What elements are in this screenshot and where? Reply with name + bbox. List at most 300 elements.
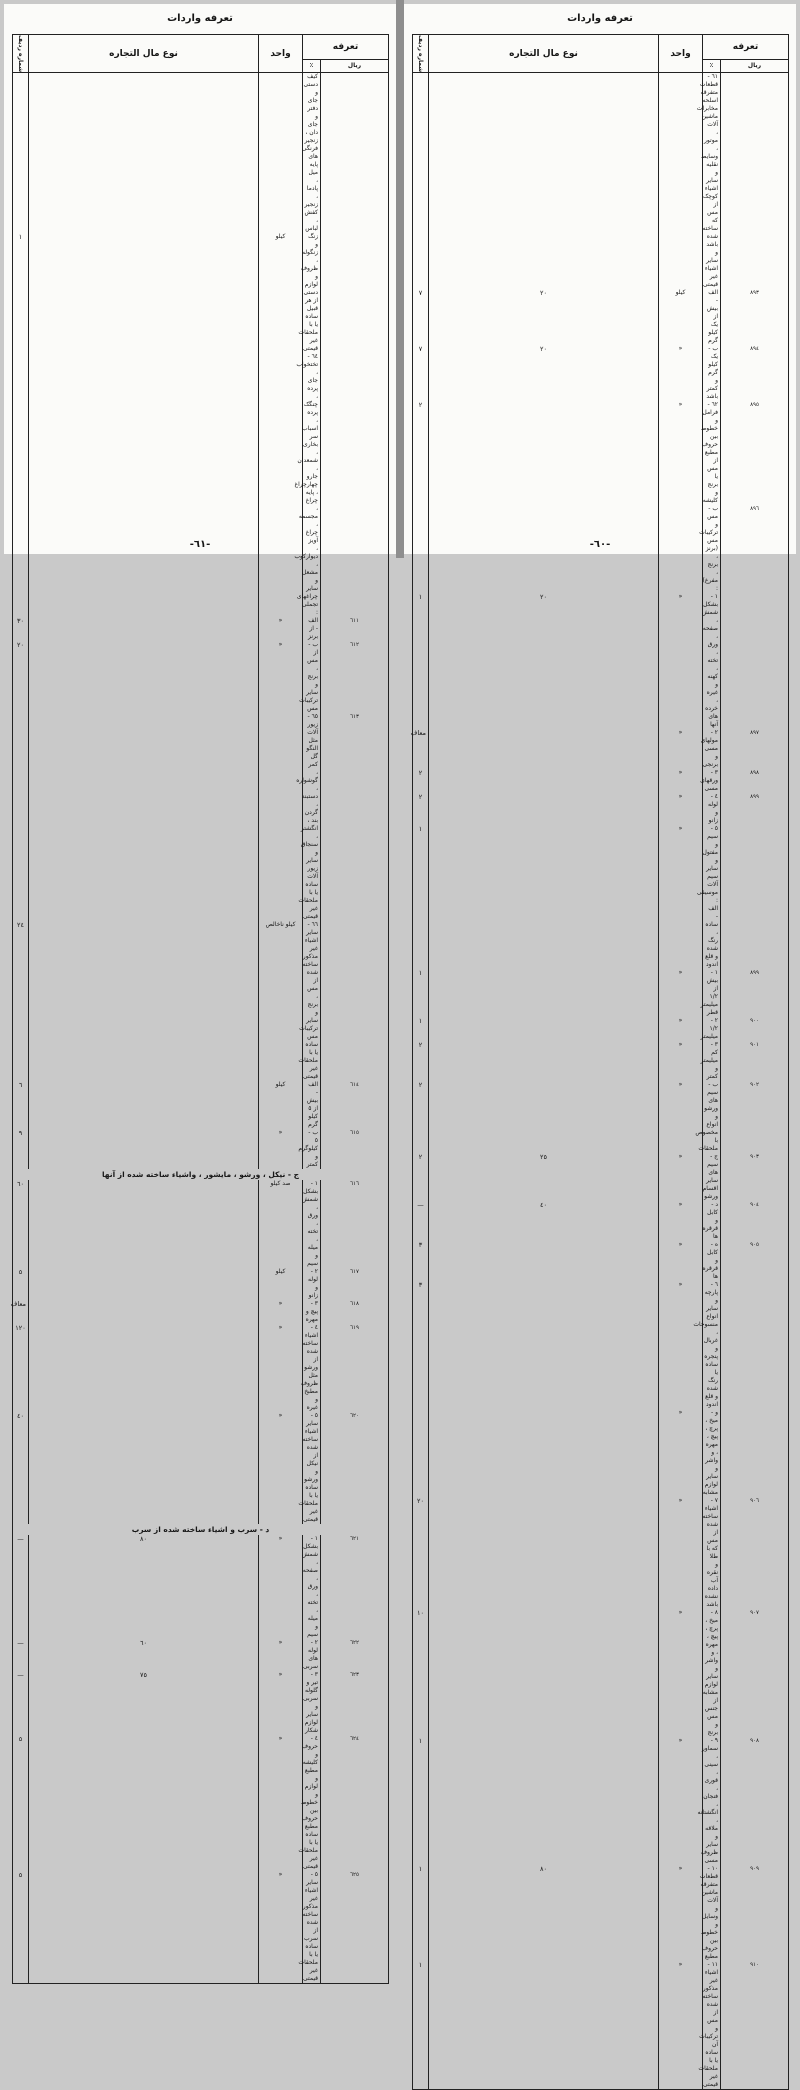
- unit-cell: «: [259, 1300, 303, 1324]
- unit-cell: «: [259, 1671, 303, 1735]
- rial-cell: ٣: [413, 1241, 429, 1281]
- rial-cell: [413, 185, 429, 289]
- table-row: [413, 345, 789, 401]
- unit-cell: [659, 185, 703, 289]
- rial-cell: ٧: [413, 289, 429, 345]
- goods-description-cell: الف - بیش از یک کیلو گرم: [703, 289, 721, 345]
- percent-cell: ٨٠: [29, 1535, 259, 1639]
- table-row: [13, 617, 389, 641]
- table-row: [413, 1281, 789, 1409]
- rial-cell: ٢: [413, 1041, 429, 1081]
- percent-cell: [429, 1609, 659, 1737]
- percent-cell: [29, 233, 259, 353]
- percent-cell: [429, 1041, 659, 1081]
- percent-cell: [29, 353, 259, 481]
- goods-description-cell: ٣ - پیچ و مهره: [303, 1300, 321, 1324]
- percent-cell: [29, 1871, 259, 1983]
- percent-cell: [29, 921, 259, 1081]
- unit-cell: کیلو: [259, 233, 303, 353]
- table-row: [13, 641, 389, 713]
- goods-description-cell: ٣ - کم میلیمتر و کمتر: [703, 1041, 721, 1081]
- percent-cell: [429, 769, 659, 793]
- unit-cell: [259, 353, 303, 481]
- unit-cell: [259, 481, 303, 593]
- unit-cell: کیلو: [659, 289, 703, 345]
- table-row: [13, 921, 389, 1081]
- rial-cell: [13, 713, 29, 921]
- table-row: [13, 1735, 389, 1871]
- table-row: [413, 1737, 789, 1865]
- goods-description-cell: ه - کابل و قرقره ها: [703, 1241, 721, 1281]
- unit-cell: «: [659, 825, 703, 905]
- goods-description-cell: ٦ - پارچه و سایر انواع منسوجات ، غربال و پنجره ساده یا رنگ شده و قلع اندود: [703, 1281, 721, 1409]
- percent-cell: [29, 1129, 259, 1169]
- table-row: [413, 185, 789, 289]
- goods-description-cell: ٢ - ١/٢ میلیمتر: [703, 1017, 721, 1041]
- rial-cell: ٢: [413, 1081, 429, 1153]
- rial-cell: ٥: [13, 1735, 29, 1871]
- tariff-table: [12, 34, 389, 1984]
- percent-cell: [429, 1961, 659, 2089]
- goods-description-cell: ٥ - سیم و مفتول و سایر سیم آلات موسیقی :: [703, 825, 721, 905]
- table-filler-row: [13, 1983, 389, 1984]
- unit-cell: «: [659, 401, 703, 505]
- item-number-cell: ٦١٢: [321, 641, 389, 713]
- rial-cell: —: [13, 1639, 29, 1671]
- rial-cell: —: [13, 1535, 29, 1639]
- rial-cell: ٥: [13, 1268, 29, 1300]
- unit-cell: [259, 593, 303, 617]
- rial-cell: ١٢٠: [13, 1324, 29, 1412]
- rial-cell: ٢٠: [413, 1497, 429, 1609]
- table-row: [413, 1041, 789, 1081]
- goods-header: نوع مال التجاره: [429, 35, 659, 73]
- rial-cell: [13, 73, 29, 234]
- table-row: [413, 1017, 789, 1041]
- percent-cell: [429, 73, 659, 186]
- item-number-cell: ٦٢٢: [321, 1639, 389, 1671]
- rial-cell: [413, 905, 429, 969]
- item-number-cell: ٩٠٨: [721, 1737, 789, 1865]
- goods-description-cell: ٢ - لوله های سربی: [303, 1639, 321, 1671]
- percent-cell: [29, 713, 259, 921]
- rial-cell: ١: [413, 1865, 429, 1961]
- unit-cell: «: [659, 1497, 703, 1609]
- unit-cell: «: [259, 1412, 303, 1524]
- item-number-cell: ٩٠٠: [721, 1017, 789, 1041]
- table-row: [13, 713, 389, 921]
- item-no-header: شماره ردیف: [413, 35, 429, 73]
- item-number-cell: ٩٠٧: [721, 1609, 789, 1737]
- percent-cell: [29, 1268, 259, 1300]
- table-row: [413, 289, 789, 345]
- empty-cell: [303, 1983, 321, 1984]
- goods-description-cell: اشیاء کوچک از مس که ساخته شده باشد و سایر اشیاء غیر قیمتی: [703, 185, 721, 289]
- percent-cell: ٨٠: [429, 1865, 659, 1961]
- goods-description-cell: د - کابل و قرقره ها: [703, 1201, 721, 1241]
- table-row: [13, 1871, 389, 1983]
- unit-cell: «: [659, 729, 703, 769]
- percent-cell: [429, 1497, 659, 1609]
- rial-header: ریال: [721, 60, 789, 73]
- left-page: [4, 4, 396, 1983]
- rial-cell: [413, 73, 429, 186]
- table-row: [413, 769, 789, 793]
- percent-cell: [29, 617, 259, 641]
- unit-cell: «: [659, 1017, 703, 1041]
- percent-cell: [429, 905, 659, 969]
- unit-cell: «: [659, 1409, 703, 1497]
- goods-description-cell: ب - سیم های ورشو و انواع مخصوص با ملحقات: [703, 1081, 721, 1153]
- goods-description-cell: ب - ٥ کیلوگرم و کمتر: [303, 1129, 321, 1169]
- item-number-cell: [721, 825, 789, 905]
- table-row: [413, 793, 789, 825]
- goods-description-cell: ج - سیم های سایر اقسام ورشو: [703, 1153, 721, 1201]
- item-number-cell: [321, 921, 389, 1081]
- goods-description-cell: ٦٥ - زیور آلات مثل النگو گل کمر ، گوشواره ، دستبند ، گردن بند ، انگشتر ، سنجاق و سایر زیور آلات ساده یا با ملحقات غیر قیمتی: [303, 713, 321, 921]
- item-number-cell: ٩٠٦: [721, 1497, 789, 1609]
- table-row: [413, 1081, 789, 1153]
- unit-cell: «: [659, 593, 703, 729]
- tariff-rows: [10, 73, 389, 1984]
- percent-cell: [429, 729, 659, 769]
- goods-description-cell: ٢ - لوله و زانو: [303, 1268, 321, 1300]
- goods-description-cell: الف - از برنز: [303, 617, 321, 641]
- item-number-cell: ٩٠٣: [721, 1153, 789, 1201]
- item-number-cell: [321, 593, 389, 617]
- item-number-cell: [721, 905, 789, 969]
- unit-cell: «: [259, 1129, 303, 1169]
- percent-cell: ٢٠: [429, 345, 659, 401]
- rial-cell: ٦: [13, 1081, 29, 1129]
- unit-cell: «: [259, 1324, 303, 1412]
- table-row: [13, 1169, 389, 1180]
- unit-cell: «: [259, 641, 303, 713]
- item-number-cell: ٦١١: [321, 617, 389, 641]
- unit-cell: «: [259, 1639, 303, 1671]
- goods-description-cell: ٣ - تیر و گلوله سربی و سایر لوازم شکار: [303, 1671, 321, 1735]
- table-row: [13, 353, 389, 481]
- item-number-cell: ٨٩٦: [721, 505, 789, 593]
- table-row: [13, 1524, 389, 1535]
- unit-cell: «: [659, 1241, 703, 1281]
- unit-cell: «: [659, 1961, 703, 2089]
- rial-cell: ٣٠: [13, 617, 29, 641]
- unit-cell: «: [659, 1201, 703, 1241]
- rial-cell: ٢٠: [13, 641, 29, 713]
- goods-description-cell: الف - ساده ، رنگ شده و قلع اندود: [703, 905, 721, 969]
- goods-description-cell: الف - بیش از ٥ کیلو گرم: [303, 1081, 321, 1129]
- unit-cell: «: [659, 345, 703, 401]
- goods-description-cell: ١٠ - قطعات متفرقه ماشین آلات و وسایل و خطوط بین حروف مطبع: [703, 1865, 721, 1961]
- unit-cell: «: [659, 1041, 703, 1081]
- percent-cell: [29, 1180, 259, 1268]
- goods-description-cell: چهارچراغ ، پایه چراغ ، مجسمه ، چراغ آویز ، دیوارکوب ، مشعل و سایر: [303, 481, 321, 593]
- table-row: [13, 1639, 389, 1671]
- table-row: [13, 1081, 389, 1129]
- unit-cell: [659, 905, 703, 969]
- item-number-cell: [721, 73, 789, 186]
- table-row: [413, 969, 789, 1017]
- percent-header: ٪: [303, 60, 321, 73]
- unit-cell: «: [259, 1535, 303, 1639]
- item-number-cell: ٦٢٠: [321, 1412, 389, 1524]
- unit-header: واحد: [259, 35, 303, 73]
- section-heading: د - سرب و اشیاء ساخته شده از سرب: [13, 1524, 389, 1535]
- rial-cell: [413, 1409, 429, 1497]
- item-number-cell: ٦١٨: [321, 1300, 389, 1324]
- rial-cell: ٢٤: [13, 921, 29, 1081]
- percent-cell: [429, 793, 659, 825]
- rial-cell: ١: [413, 825, 429, 905]
- table-row: [413, 1153, 789, 1201]
- unit-cell: صد کیلو: [259, 1180, 303, 1268]
- percent-cell: [29, 1324, 259, 1412]
- unit-cell: کیلو: [259, 1081, 303, 1129]
- item-number-cell: [721, 1281, 789, 1409]
- unit-header: واحد: [659, 35, 703, 73]
- percent-cell: [429, 969, 659, 1017]
- unit-cell: [659, 73, 703, 186]
- rial-cell: —: [413, 1201, 429, 1241]
- goods-description-cell: ٤ - اشیاء ساخته شده از ورشو مثل ظروف مطبخ و غیره: [303, 1324, 321, 1412]
- percent-cell: ٤٠: [429, 1201, 659, 1241]
- rial-cell: ٤٠: [13, 1412, 29, 1524]
- percent-cell: [429, 401, 659, 505]
- percent-cell: [29, 1300, 259, 1324]
- goods-description-cell: ٢ - مولهای مسی و برنجی: [703, 729, 721, 769]
- table-row: [13, 1324, 389, 1412]
- percent-cell: [29, 1412, 259, 1524]
- table-row: [13, 1671, 389, 1735]
- percent-cell: [29, 481, 259, 593]
- item-number-cell: ٨٩٥: [721, 401, 789, 505]
- item-number-cell: [721, 185, 789, 289]
- percent-cell: [429, 185, 659, 289]
- percent-cell: ٢٥: [429, 1153, 659, 1201]
- item-number-cell: [321, 233, 389, 353]
- page-number: -٦٠-: [589, 539, 611, 550]
- percent-cell: [429, 1017, 659, 1041]
- percent-cell: ٢٠: [429, 593, 659, 729]
- goods-description-cell: ٦٦ - سایر اشیاء غیر مذکور ساخته شده از مس ، برنج و سایر ترکیبات مس ساده یا با ملحقات غیر قیمتی: [303, 921, 321, 1081]
- table-row: [413, 1609, 789, 1737]
- goods-description-cell: ١ - بشکل شمش ، صفحه ، ورق ، تخته ، میله و سیم: [303, 1535, 321, 1639]
- goods-description-cell: ب - مس و ترکیبات مس (برنز ، برنج ، مفرغ) :: [703, 505, 721, 593]
- table-row: [413, 1201, 789, 1241]
- rial-cell: ٩: [13, 1129, 29, 1169]
- goods-description-cell: و - میخ ، پرچ ، پیچ ، مهره ، و واشر و سایر لوازم مشابه: [703, 1409, 721, 1497]
- item-number-cell: ٩٠١: [721, 1041, 789, 1081]
- rial-cell: [13, 593, 29, 617]
- table-row: [13, 1129, 389, 1169]
- goods-description-cell: ٦٢ - فرامل و خطوط بین حروف مطبع از مس یا برنج و کلیشه: [703, 401, 721, 505]
- item-number-cell: [321, 481, 389, 593]
- table-row: [13, 1535, 389, 1639]
- goods-description-cell: ٨ - میخ ، پرچ ، پیچ ، مهره ، و واشر و سایر لوازم مشابه از جنس مس و برنج: [703, 1609, 721, 1737]
- unit-cell: کیلو: [259, 1268, 303, 1300]
- rial-cell: —: [13, 1671, 29, 1735]
- item-number-cell: ٨٩٩: [721, 969, 789, 1017]
- unit-cell: «: [659, 1609, 703, 1737]
- item-number-cell: ٩٠٤: [721, 1201, 789, 1241]
- table-row: [413, 1241, 789, 1281]
- goods-description-cell: ٧ - اشیاء ساخته شده از مس که با طلا و نقره آب داده نشده باشد: [703, 1497, 721, 1609]
- rial-cell: معاف: [413, 729, 429, 769]
- table-row: [13, 1180, 389, 1268]
- rial-cell: ١: [413, 1737, 429, 1865]
- item-number-cell: [721, 1409, 789, 1497]
- page-number: -٦١-: [189, 539, 211, 550]
- percent-cell: [429, 1281, 659, 1409]
- percent-cell: ٢٠: [429, 289, 659, 345]
- item-number-cell: ٨٩٩: [721, 793, 789, 825]
- table-row: [13, 1412, 389, 1524]
- empty-cell: [259, 1983, 303, 1984]
- tariff-rows: [410, 73, 789, 2090]
- table-row: [413, 73, 789, 186]
- rial-cell: ٣: [413, 1281, 429, 1409]
- goods-description-cell: ١ - بشکل شمش ، صفحه ، ورق ، تخته ، کهنه و غیره ، خرده های آنها: [703, 593, 721, 729]
- tariff-header: تعرفه: [703, 35, 789, 60]
- item-number-cell: ٨٩٤: [721, 345, 789, 401]
- item-number-cell: ٦١٦: [321, 1180, 389, 1268]
- percent-cell: [429, 825, 659, 905]
- table-row: [13, 233, 389, 353]
- goods-description-cell: ٥ - سایر اشیاء ساخته شده از نیکل و ورشو ساده یا با ملحقات غیر قیمتی: [303, 1412, 321, 1524]
- table-row: [13, 481, 389, 593]
- item-number-cell: ٦١٩: [321, 1324, 389, 1412]
- item-number-cell: [321, 73, 389, 234]
- book-gutter: [396, 0, 404, 558]
- rial-cell: [13, 481, 29, 593]
- item-number-cell: ٨٩٧: [721, 729, 789, 769]
- percent-cell: [29, 593, 259, 617]
- unit-cell: «: [659, 1281, 703, 1409]
- right-page: [404, 4, 796, 2089]
- percent-cell: [29, 1081, 259, 1129]
- percent-cell: [429, 1241, 659, 1281]
- table-row: [13, 593, 389, 617]
- item-number-cell: [721, 593, 789, 729]
- rial-header: ریال: [321, 60, 389, 73]
- item-no-header: شماره ردیف: [13, 35, 29, 73]
- percent-cell: [429, 1409, 659, 1497]
- unit-cell: «: [659, 1737, 703, 1865]
- tariff-table: [412, 34, 789, 2090]
- rial-cell: ٢: [413, 769, 429, 793]
- rial-cell: ١: [413, 1017, 429, 1041]
- rial-cell: ٢: [413, 793, 429, 825]
- percent-cell: [29, 1735, 259, 1871]
- goods-description-cell: ١١ - اشیاء غیر مذکور ساخته شده از مس و ترکیبات آن ساده یا با ملحقات غیر قیمتی: [703, 1961, 721, 2089]
- page-header: تعرفه واردات: [167, 13, 233, 24]
- goods-description-cell: چراغهای تجملی :: [303, 593, 321, 617]
- goods-description-cell: ١ - بیش از ١/٢ میلیمتر قطر: [703, 969, 721, 1017]
- item-number-cell: ٦٢٤: [321, 1735, 389, 1871]
- page-header: تعرفه واردات: [567, 13, 633, 24]
- empty-cell: [321, 1983, 389, 1984]
- percent-cell: [429, 1081, 659, 1153]
- percent-cell: ٧٥: [29, 1671, 259, 1735]
- rial-cell: ٢: [413, 401, 429, 505]
- goods-description-cell: ٣ - ورقهای مسی: [703, 769, 721, 793]
- rial-cell: ٦٠: [13, 1180, 29, 1268]
- goods-description-cell: ١ - بشکل شمش ، ورق ، تخته ، میله و سیم: [303, 1180, 321, 1268]
- percent-header: ٪: [703, 60, 721, 73]
- rial-cell: ١: [13, 233, 29, 353]
- item-number-cell: ٩٠٥: [721, 1241, 789, 1281]
- unit-cell: [259, 73, 303, 234]
- rial-cell: ١: [413, 969, 429, 1017]
- goods-description-cell: کیف دستی و جای دفتر و جای دان ، زنجیر فرنگی های پایه میل ، پادما ، زنجیر کفش ، لباس: [303, 73, 321, 234]
- item-number-cell: ٨٩٣: [721, 289, 789, 345]
- percent-cell: [29, 73, 259, 234]
- goods-header: نوع مال التجاره: [29, 35, 259, 73]
- table-row: [413, 1497, 789, 1609]
- goods-description-cell: ب - از مس ، برنج و سایر ترکیبات مس: [303, 641, 321, 713]
- goods-description-cell: ٤ - حروف و کلیشه مطبع و لوازم و خطوط بین حروف مطبع ساده یا با ملحقات غیر قیمتی: [303, 1735, 321, 1871]
- unit-cell: «: [259, 1735, 303, 1871]
- item-number-cell: ٩٠٢: [721, 1081, 789, 1153]
- goods-description-cell: ٦١ - قطعات متفرقه اسلحه مخابرات ماشین آلات ، موتور ، وسایط نقلیه و سایر: [703, 73, 721, 186]
- table-row: [13, 1268, 389, 1300]
- percent-cell: [29, 641, 259, 713]
- item-number-cell: ٩٠٩: [721, 1865, 789, 1961]
- percent-cell: [429, 1737, 659, 1865]
- table-row: [13, 1300, 389, 1324]
- unit-cell: «: [659, 1153, 703, 1201]
- table-row: [413, 825, 789, 905]
- rial-cell: ١: [413, 1961, 429, 2089]
- unit-cell: کیلو ناخالص: [259, 921, 303, 1081]
- unit-cell: «: [659, 793, 703, 825]
- table-row: [13, 73, 389, 234]
- table-row: [413, 593, 789, 729]
- unit-cell: «: [659, 969, 703, 1017]
- goods-description-cell: ب - یک کیلو گرم و کمتر باشد: [703, 345, 721, 401]
- item-number-cell: ٦٢١: [321, 1535, 389, 1639]
- goods-description-cell: ٦٤ - تختخواب ، جای پرده ، چنگک پرده ، اسباب سر بخاری ، شمعدان ، جارو: [303, 353, 321, 481]
- rial-cell: ١: [413, 593, 429, 729]
- unit-cell: «: [659, 1865, 703, 1961]
- section-heading: ج - نیکل ، ورشو ، مایشور ، واشیاء ساخته شده از آنها: [13, 1169, 389, 1180]
- rial-cell: ٢: [413, 1153, 429, 1201]
- table-row: [413, 1961, 789, 2089]
- empty-cell: [13, 1983, 29, 1984]
- unit-cell: «: [659, 769, 703, 793]
- rial-cell: ٥: [13, 1871, 29, 1983]
- item-number-cell: [321, 353, 389, 481]
- table-row: [413, 905, 789, 969]
- percent-cell: ٦٠: [29, 1639, 259, 1671]
- item-number-cell: ٦١٧: [321, 1268, 389, 1300]
- rial-cell: ٧: [413, 345, 429, 401]
- rial-cell: [13, 353, 29, 481]
- unit-cell: «: [259, 1871, 303, 1983]
- table-row: [413, 729, 789, 769]
- goods-description-cell: ٩ - سماور ، سینی ، قوری ، فنجان ، انگشتانه ، ملاقه و سایر ظروف مسی: [703, 1737, 721, 1865]
- empty-cell: [29, 1983, 259, 1984]
- tariff-header: تعرفه: [303, 35, 389, 60]
- item-number-cell: ٦١٤: [321, 1081, 389, 1129]
- item-number-cell: ٦٢٣: [321, 1671, 389, 1735]
- goods-description-cell: ٥ - سایر اشیاء غیر مذکور ساخته شده از سرب ساده یا با ملحقات غیر قیمتی: [303, 1871, 321, 1983]
- unit-cell: «: [659, 1081, 703, 1153]
- unit-cell: «: [259, 617, 303, 641]
- table-row: [413, 1409, 789, 1497]
- rial-cell: ١٠: [413, 1609, 429, 1737]
